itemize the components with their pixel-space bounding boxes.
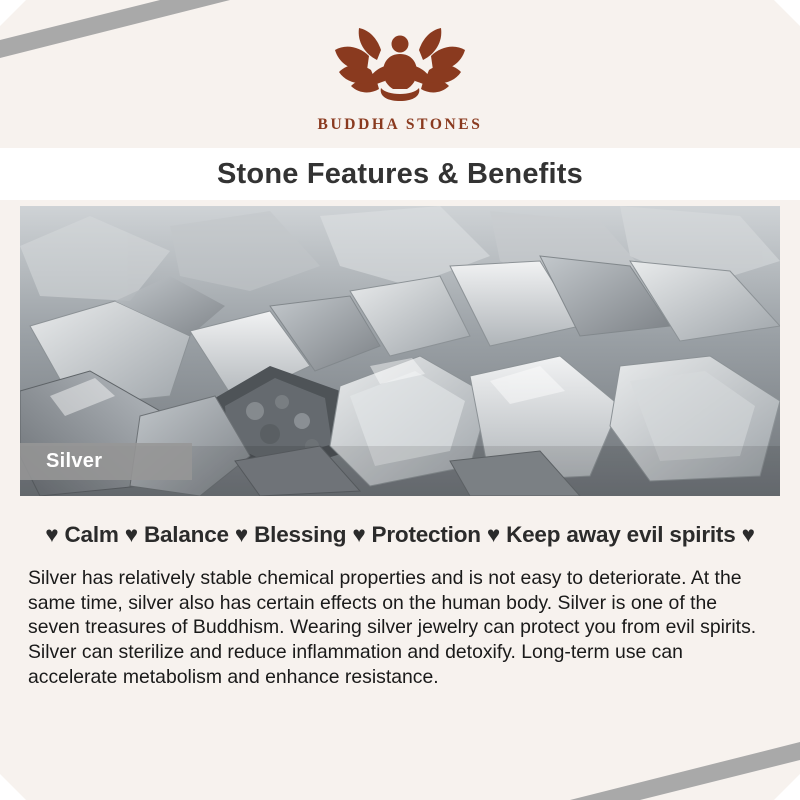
page-title: Stone Features & Benefits: [217, 157, 583, 190]
corner-notch-bottom-right: [774, 774, 800, 800]
brand-logo: [0, 0, 800, 134]
title-band: [0, 148, 800, 200]
lotus-meditation-figure-icon: [325, 22, 475, 112]
benefits-line: ♥ Calm ♥ Balance ♥ Blessing ♥ Protection ♥ Keep away evil spirits ♥: [45, 522, 755, 547]
corner-notch-top-left: [0, 0, 26, 26]
description-text: Silver has relatively stable chemical properties and is not easy to deteriorate. At the same time, silver also has certain effects on the human body. Silver is one of the seven treasures of Buddhism. Wearing silver jewelry can protect you from evil spirits. Silver can sterilize and reduce inflammation and detoxify. Long-term use can accelerate metabolism and enhance resistance.: [28, 567, 757, 688]
hero-image-container: [20, 206, 780, 496]
brand-name: BUDDHA STONES: [317, 116, 483, 133]
corner-notch-bottom-left: [0, 774, 26, 800]
stone-name-label: Silver: [20, 443, 192, 480]
corner-notch-top-right: [774, 0, 800, 26]
content-section: [28, 496, 772, 689]
